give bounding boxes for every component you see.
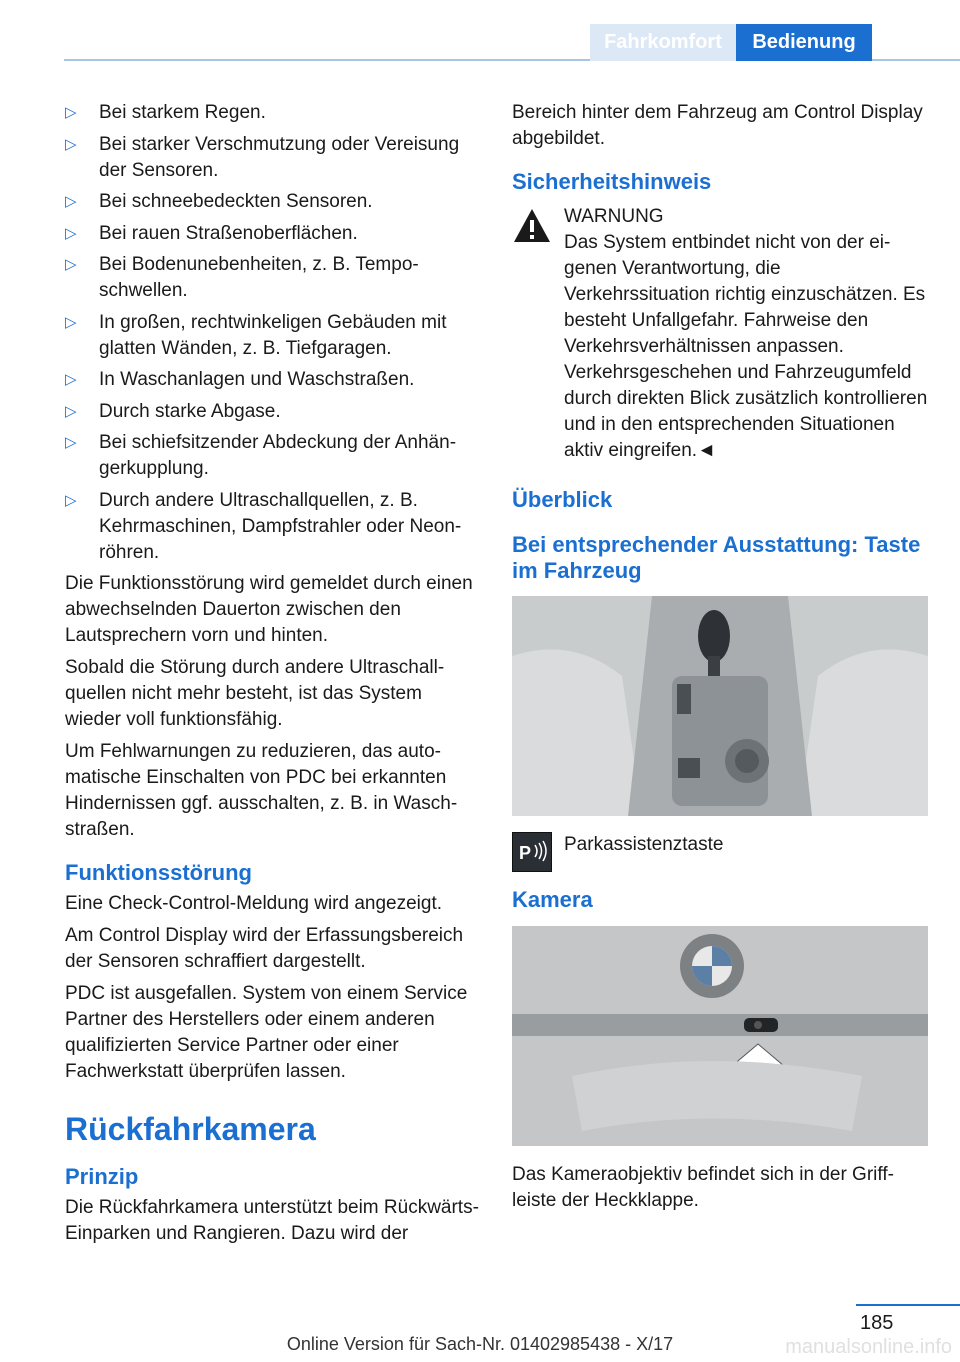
triangle-bullet-icon: ▷	[65, 193, 77, 210]
center-console-image	[512, 596, 928, 816]
online-version-note: Online Version für Sach-Nr. 01402985438 - X/17	[286, 1334, 674, 1354]
parking-assistant-button-icon	[512, 832, 552, 872]
list-item-text: Durch andere Ultraschallquellen, z. B. Kehrmaschinen, Dampfstrahler oder Neonröhren.	[99, 489, 462, 563]
list-item-text: Durch starke Abgase.	[99, 400, 281, 422]
triangle-bullet-icon: ▷	[65, 313, 77, 331]
footer-rule	[856, 1304, 960, 1306]
page-number: 185	[860, 1312, 894, 1334]
heading-safety: Sicherheitshinweis	[512, 169, 712, 194]
list-item	[65, 221, 482, 247]
paragraph: Am Control Display wird der Erfassungsbereich der Sensoren schraffiert dargestellt.	[65, 925, 464, 972]
header-tab-section: Bedienung	[736, 24, 872, 61]
legend-label: Parkassistenztaste	[564, 834, 724, 855]
legend-row	[512, 832, 930, 872]
triangle-bullet-icon: ▷	[65, 224, 77, 242]
heading-overview: Überblick	[512, 487, 613, 512]
list-item	[65, 367, 482, 393]
list-item	[65, 100, 482, 126]
list-item-text: Bei starker Verschmutzung oder Vereisung der Sensoren.	[99, 133, 460, 181]
heading-rear-camera: Rückfahrkamera	[65, 1111, 316, 1147]
heading-malfunction: Funktionsstörung	[65, 860, 252, 885]
paragraph: Die Rückfahrkamera unterstützt beim Rückwärts-Einparken und Rangieren. Dazu wird der	[65, 1197, 479, 1244]
interference-list	[65, 100, 482, 566]
list-item	[65, 189, 482, 215]
watermark: manualsonline.info	[785, 1336, 952, 1358]
list-item-text: In großen, rechtwinkeligen Gebäuden mit glatten Wänden, z. B. Tiefgaragen.	[99, 311, 447, 359]
triangle-bullet-icon: ▷	[65, 402, 77, 420]
header-tab-chapter: Fahrkomfort	[590, 24, 736, 61]
warning-text-content: Das System entbindet nicht von der eigenen Verantwortung, die Verkehrssituation richtig einzuschätzen. Es besteht Unfallgefahr. Fahrweise den Verkehrsverhältnissen anpassen. Verkehrsgeschehen und Fahrzeugumfeld durch direkten Blick zusätzlich kontrollieren und in den entsprechenden Situationen aktiv eingreifen.◄	[564, 232, 928, 461]
list-item-text: Bei schneebedeckten Sensoren.	[99, 191, 373, 212]
list-item	[65, 132, 482, 184]
list-item	[65, 488, 482, 566]
triangle-bullet-icon: ▷	[65, 135, 77, 153]
tailgate-camera-image	[512, 926, 928, 1146]
triangle-bullet-icon: ▷	[65, 371, 77, 388]
paragraph: Eine Check-Control-Meldung wird angezeigt.	[65, 893, 443, 914]
paragraph: Die Funktionsstörung wird gemeldet durch einen abwechselnden Dauerton zwischen den Lautsprechern vorn und hinten.	[65, 573, 473, 646]
list-item-text: Bei starkem Regen.	[99, 102, 266, 123]
warning-triangle-icon	[512, 206, 552, 246]
svg-text:P: P	[519, 843, 532, 863]
heading-camera: Kamera	[512, 887, 593, 912]
triangle-bullet-icon: ▷	[65, 104, 77, 121]
heading-equipment: Bei entsprechender Ausstattung: Taste im Fahrzeug	[512, 532, 921, 583]
warning-label: WARNUNG	[564, 206, 664, 227]
triangle-bullet-icon: ▷	[65, 434, 77, 451]
list-item-text: Bei rauen Straßenoberflächen.	[99, 222, 358, 244]
paragraph: Bereich hinter dem Fahrzeug am Control Display abgebildet.	[512, 102, 923, 149]
heading-principle: Prinzip	[65, 1164, 139, 1189]
triangle-bullet-icon: ▷	[65, 256, 77, 273]
list-item-text: Bei schiefsitzender Abdeckung der Anhängerkupplung.	[99, 432, 457, 479]
paragraph: Um Fehlwarnungen zu reduzieren, das automatische Einschalten von PDC bei erkannten Hindernissen ggf. ausschalten, z. B. in Waschstraßen.	[65, 741, 458, 840]
triangle-bullet-icon: ▷	[65, 491, 77, 509]
paragraph: Sobald die Störung durch andere Ultraschallquellen nicht mehr besteht, ist das System wieder voll funktionsfähig.	[65, 657, 445, 730]
list-item-text: In Waschanlagen und Waschstraßen.	[99, 369, 415, 390]
paragraph: Das Kameraobjektiv befindet sich in der Griffleiste der Heckklappe.	[512, 1164, 894, 1211]
list-item	[65, 310, 482, 362]
list-item	[65, 399, 482, 425]
warning-text	[512, 230, 930, 464]
warning-block	[512, 204, 930, 464]
left-column	[65, 100, 482, 1253]
list-item	[65, 252, 482, 304]
list-item-text: Bei Bodenunebenheiten, z. B. Temposchwellen.	[99, 254, 419, 301]
list-item	[65, 430, 482, 482]
paragraph: PDC ist ausgefallen. System von einem Service Partner des Herstellers oder einem anderen qualifizierten Service Partner oder einer Fachwerkstatt überprüfen lassen.	[65, 983, 468, 1082]
right-column	[512, 100, 930, 1220]
